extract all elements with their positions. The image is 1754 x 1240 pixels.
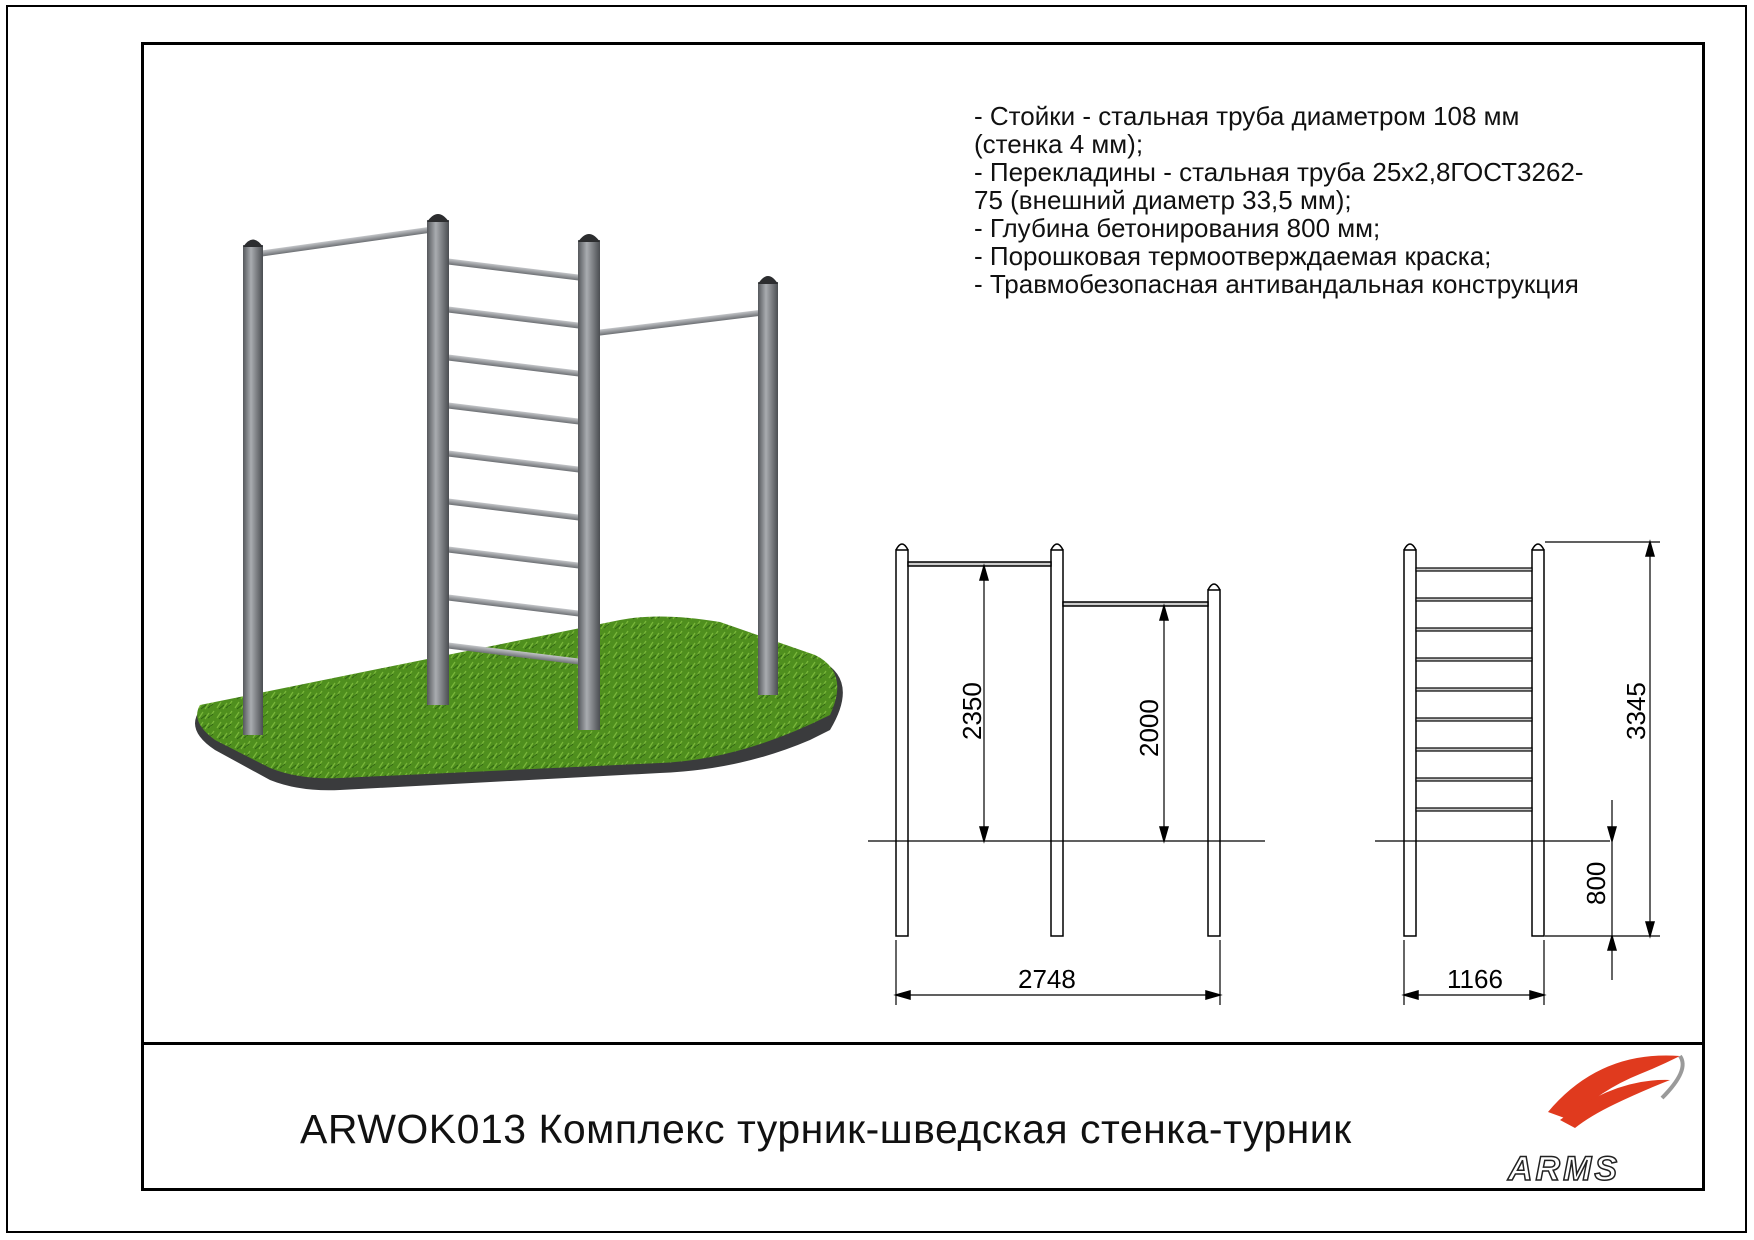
dim-side-depth: 800	[1581, 861, 1611, 905]
spec-line: - Перекладины - стальная труба 25х2,8ГОСТ3262-	[974, 157, 1584, 187]
dim-side-width: 1166	[1447, 964, 1503, 994]
spec-line: (стенка 4 мм);	[974, 129, 1144, 159]
wall-bars-rungs	[444, 258, 580, 665]
spec-line: 75 (внешний диаметр 33,5 мм);	[974, 185, 1352, 215]
logo-wordmark: ARMS	[1508, 1150, 1621, 1188]
arms-logo	[1507, 1055, 1683, 1188]
spec-line: - Глубина бетонирования 800 мм;	[974, 213, 1381, 243]
logo-swoosh-icon	[1548, 1055, 1680, 1120]
dim-front-low-bar: 2000	[1134, 699, 1164, 757]
dim-side-height: 3345	[1621, 682, 1651, 740]
side-view-drawing	[1375, 542, 1660, 1005]
dim-front-width: 2748	[1018, 964, 1076, 994]
spec-line: - Травмобезопасная антивандальная конструкция	[974, 269, 1579, 299]
equipment-illustration	[195, 214, 843, 790]
drawing-title: ARWOK013 Комплекс турник-шведская стенка-турник	[300, 1106, 1352, 1152]
front-view-drawing	[868, 544, 1265, 1005]
dim-front-high-bar: 2350	[957, 682, 987, 740]
pull-up-bar-right	[596, 309, 765, 336]
pull-up-bar-left	[258, 226, 437, 257]
spec-line: - Порошковая термоотверждаемая краска;	[974, 241, 1492, 271]
spec-line: - Стойки - стальная труба диаметром 108 мм	[974, 101, 1520, 131]
